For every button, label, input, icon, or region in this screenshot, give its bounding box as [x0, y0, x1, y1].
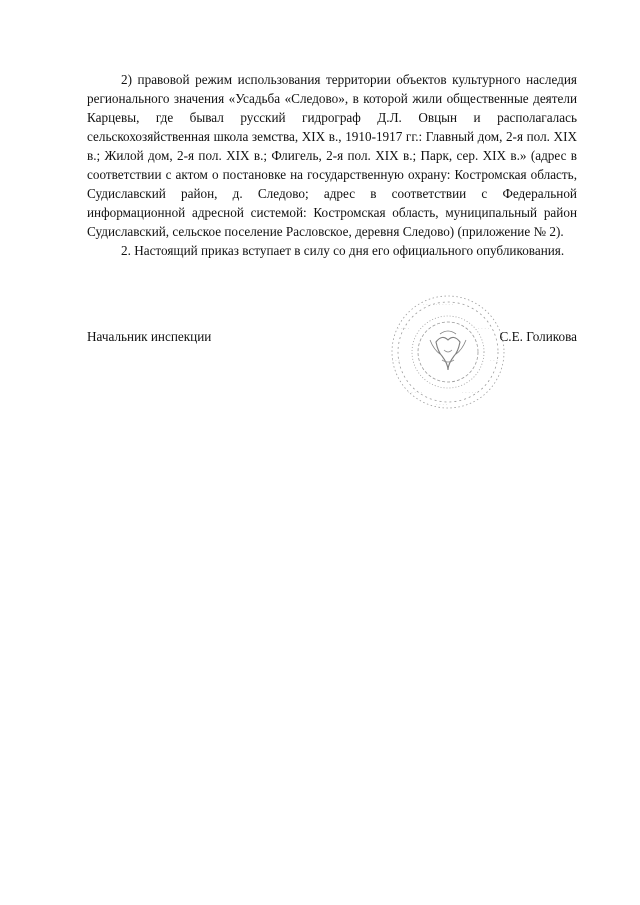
order-body — [87, 70, 577, 260]
signature-block — [87, 327, 577, 347]
svg-text:· · · ·: · · · · — [436, 402, 448, 408]
svg-text:· · · · ·: · · · · · — [408, 390, 423, 396]
svg-text:· · · · ·: · · · · · — [462, 390, 477, 396]
signatory-name: С.Е. Голикова — [499, 329, 577, 344]
svg-text:· · ·: · · · — [490, 358, 498, 364]
paragraph-effective-date: 2. Настоящий приказ вступает в силу со дня его официального опубликования. — [121, 243, 565, 258]
svg-text:· · · ·: · · · · — [398, 326, 410, 332]
svg-text:· · · ·: · · · · — [478, 326, 490, 332]
signatory-position: Начальник инспекции — [87, 329, 212, 344]
official-round-seal-icon — [378, 290, 518, 420]
svg-text:· · · · · · · · · ·: · · · · · · · · · · — [423, 302, 454, 308]
svg-text:· · ·: · · · — [392, 358, 400, 364]
paragraph-legal-regime: 2) правовой режим использования территории объектов культурного наследия регионального значения «Усадьба «Следово», в которой жили общественные деятели Карцевы, где бывал русский гидрограф Д.Л. Овцын и располагалась сельскохозяйственная школа земства, XIX в., 1910-1917 гг.: Главный дом, 2-я пол. XIX в.; Жилой дом, 2-я пол. XIX в.; Флигель, 2-я пол. XIX в.; Парк, сер. XIX в.» (адрес в соответствии с актом о постановке на государственную охрану: Костромская область, Судиславский район, д. Следово; адрес в соответствии с Федеральной информационной адресной системой: Костромская область, муниципальный район Судиславский, сельское поселение Расловское, деревня Следово) (приложение № 2). — [87, 72, 577, 239]
